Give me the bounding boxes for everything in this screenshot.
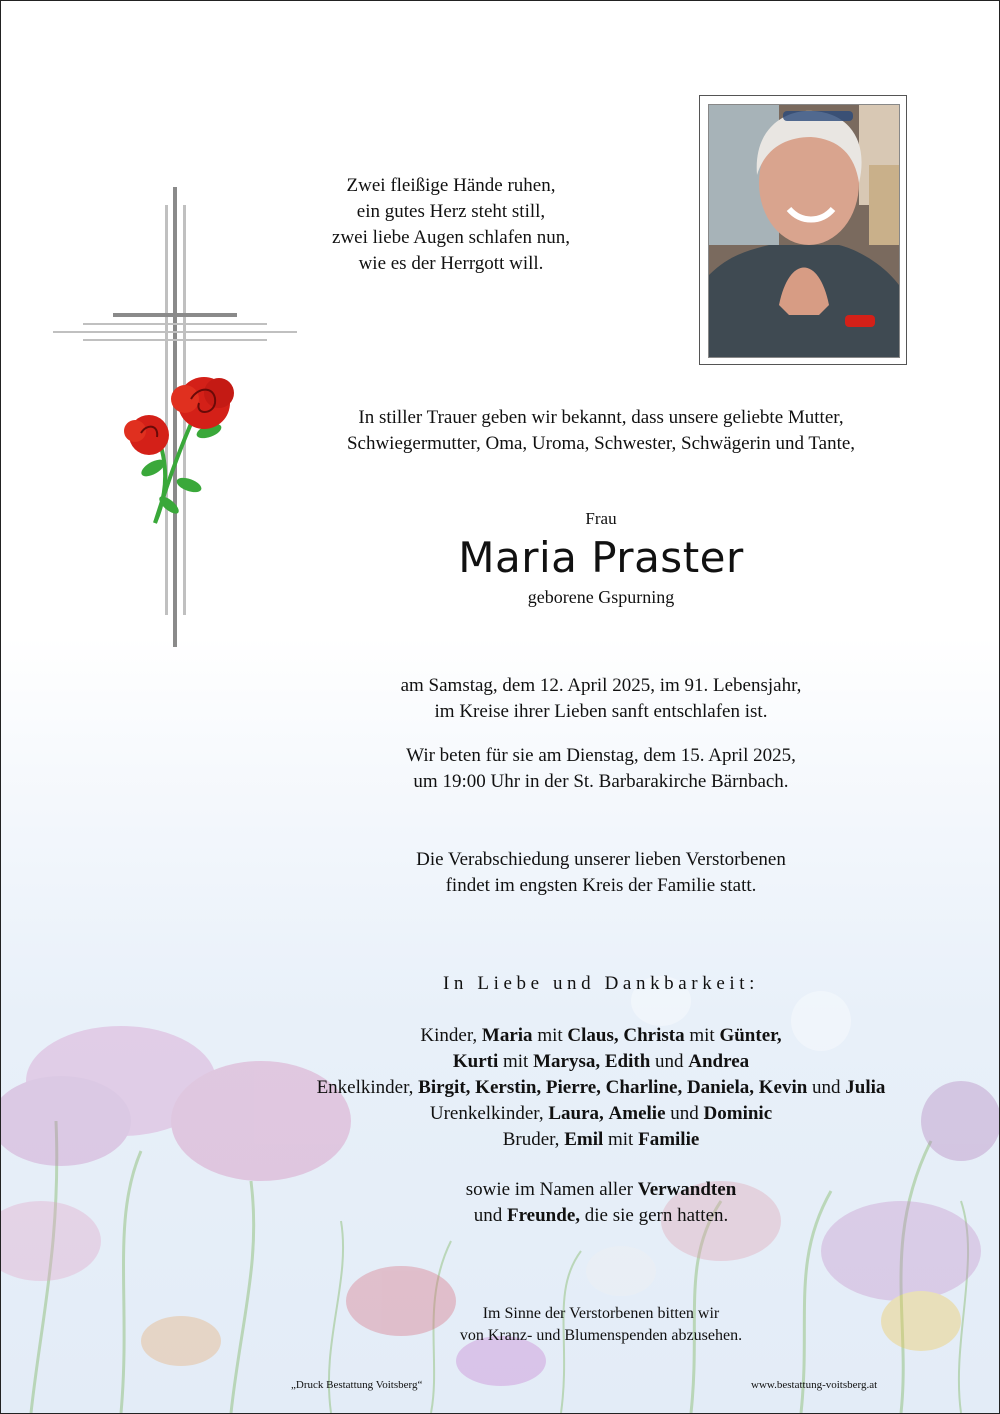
verse-line: zwei liebe Augen schlafen nun, [332, 227, 570, 248]
farewell-notice [201, 847, 1000, 899]
death-notice-line: im Kreise ihrer Lieben sanft entschlafen ist. [434, 701, 768, 722]
rose-bud-icon [124, 415, 169, 455]
footer-website: www.bestattung-voitsberg.at [751, 1379, 878, 1391]
death-notice [201, 673, 1000, 725]
verse-line: wie es der Herrgott will. [358, 253, 544, 274]
family-list [201, 1023, 1000, 1153]
deceased-name: Maria Praster [458, 533, 744, 582]
verse-line: ein gutes Herz steht still, [356, 201, 546, 222]
thanks-heading: In Liebe und Dankbarkeit: [442, 973, 759, 994]
announcement-line: In stiller Trauer geben wir bekannt, dass unsere geliebte Mutter, [358, 407, 844, 428]
deceased-title: Frau [585, 509, 617, 528]
family-line-brother: Bruder, Emil mit Familie [502, 1129, 700, 1150]
verse-line: Zwei fleißige Hände ruhen, [346, 175, 556, 196]
family-line-children-2: Kurti mit Marysa, Edith und Andrea [452, 1051, 750, 1072]
death-notice-line: am Samstag, dem 12. April 2025, im 91. Lebensjahr, [400, 675, 802, 696]
prayer-service-line: um 19:00 Uhr in der St. Barbarakirche Bärnbach. [413, 771, 789, 792]
announcement-line: Schwiegermutter, Oma, Uroma, Schwester, Schwägerin und Tante, [346, 433, 856, 454]
memorial-verse [281, 173, 621, 277]
family-line-great-grandchildren: Urenkelkinder, Laura, Amelie und Dominic [429, 1103, 773, 1124]
footer-printer: „Druck Bestattung Voitsberg“ [291, 1379, 423, 1391]
family-line-grandchildren: Enkelkinder, Birgit, Kerstin, Pierre, Charline, Daniela, Kevin und Julia [316, 1077, 886, 1098]
family-line-children: Kinder, Maria mit Claus, Christa mit Günter, [420, 1025, 782, 1046]
deceased-birth-name: geborene Gspurning [527, 587, 675, 607]
prayer-service [201, 743, 1000, 795]
closing-lines [201, 1177, 1000, 1229]
prayer-service-line: Wir beten für sie am Dienstag, dem 15. April 2025, [406, 745, 796, 766]
donation-request-line: von Kranz- und Blumenspenden abzusehen. [459, 1327, 743, 1344]
portrait-photo [708, 104, 900, 358]
farewell-line: findet im engsten Kreis der Familie statt. [445, 875, 757, 896]
announcement [201, 405, 1000, 457]
portrait-photo-frame [699, 95, 907, 365]
farewell-line: Die Verabschiedung unserer lieben Verstorbenen [416, 849, 786, 870]
closing-line: und Freunde, die sie gern hatten. [473, 1205, 729, 1226]
closing-line: sowie im Namen aller Verwandten [465, 1179, 737, 1200]
donation-request-line: Im Sinne der Verstorbenen bitten wir [482, 1305, 720, 1322]
donation-request [201, 1303, 1000, 1347]
